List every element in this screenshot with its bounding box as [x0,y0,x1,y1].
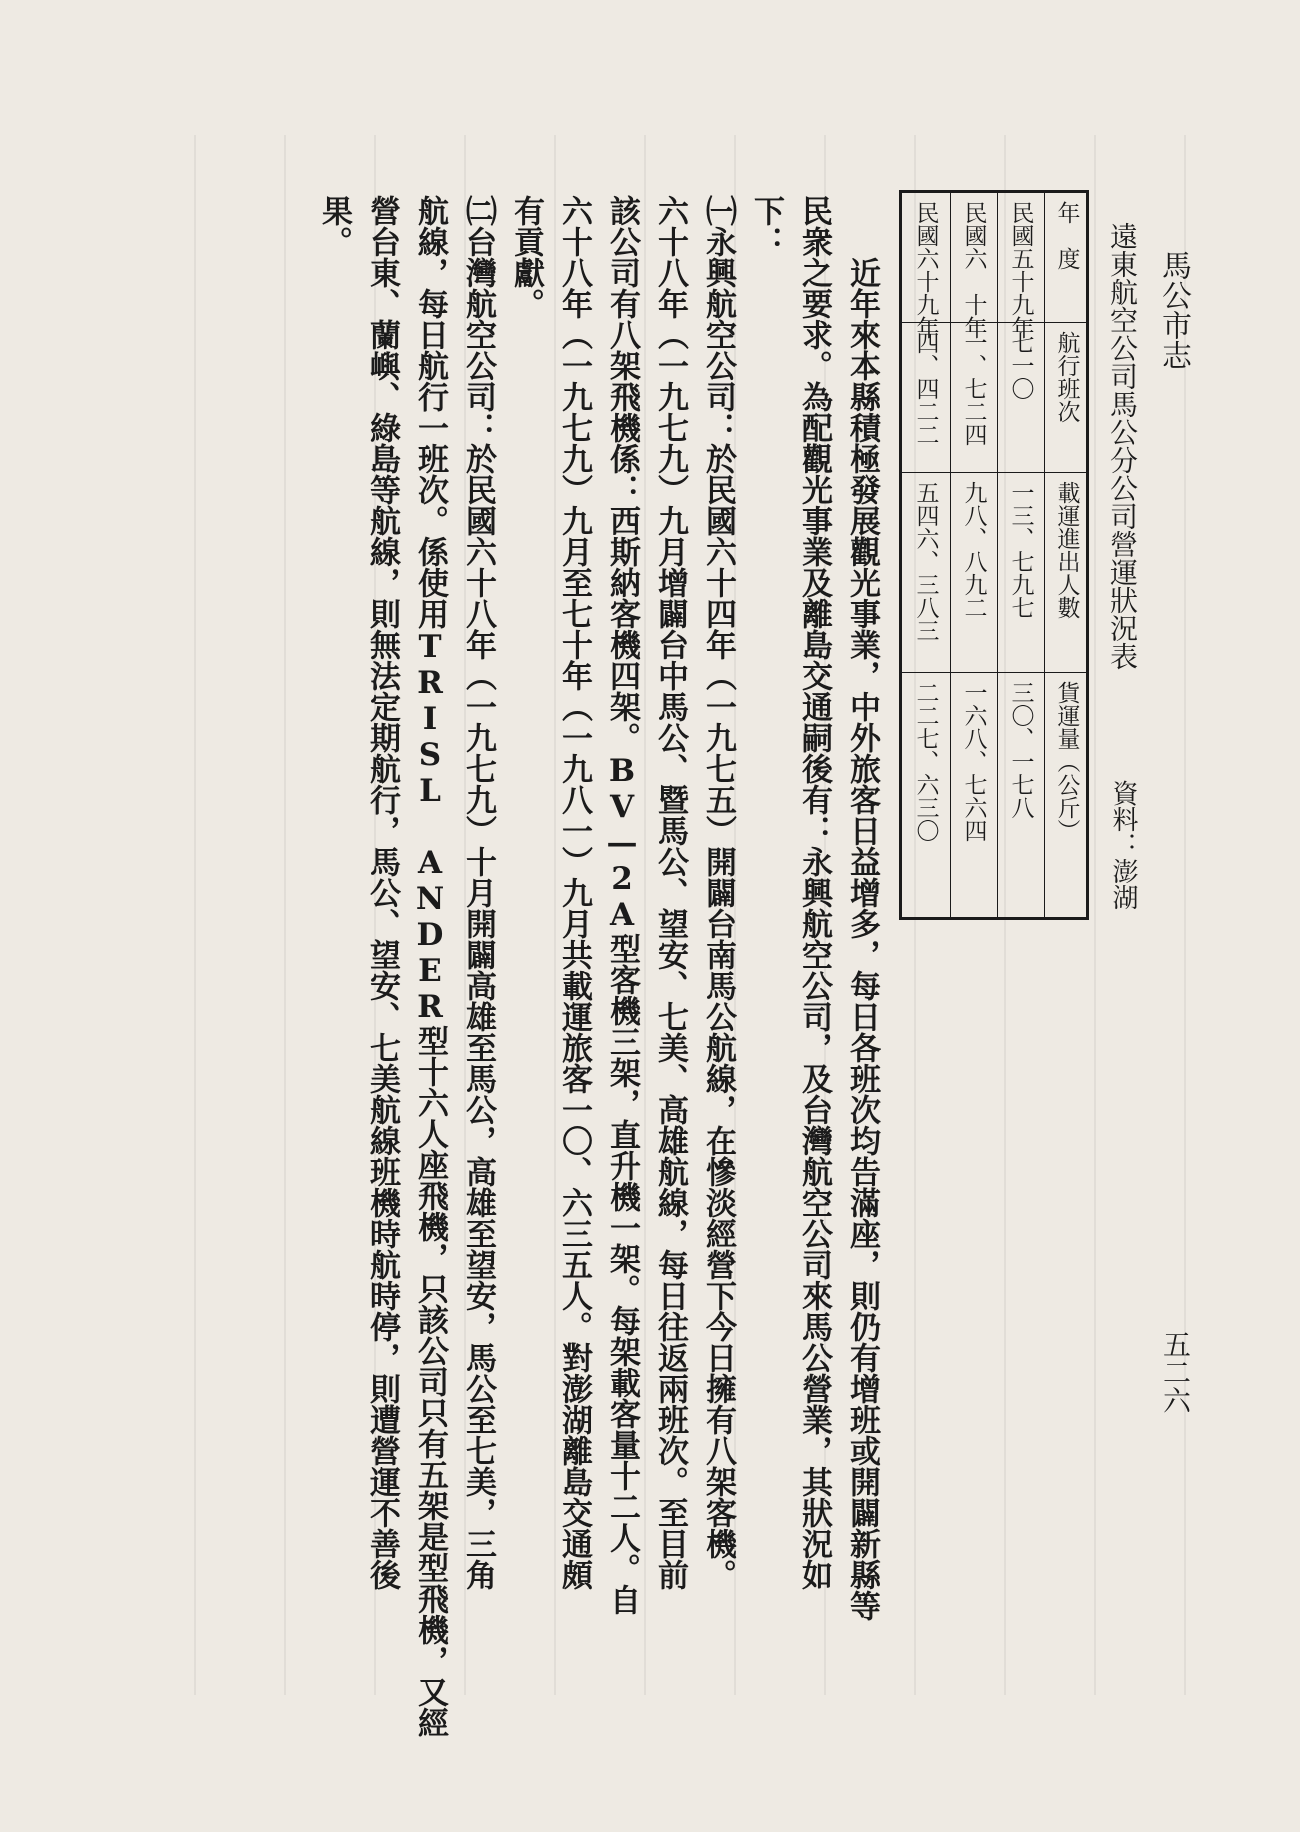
body-line: 果。 [316,195,352,257]
body-line: 航線，每日航行一班次。係使用TRISL ANDER型十六人座飛機，只該公司只有五架是型飛機，又經 [412,195,448,1738]
table-cell: 民國五十九年 [998,193,1044,323]
table-cell: 民國六 十年 [951,193,997,323]
operations-table [899,190,1089,920]
page-number: 五二六 [1159,1330,1192,1414]
body-line: ㈠永興航空公司：於民國六十四年（一九七五）開闢台南馬公航線，在慘淡經營下今日擁有八架客機。 [700,195,736,1590]
body-line: 營台東、蘭嶼、綠島等航線，則無法定期航行，馬公、望安、七美航線班機時航時停，則遭營運不善後 [364,195,400,1590]
body-line: 六十八年（一九七九）九月增闢台中馬公、暨馬公、望安、七美、高雄航線，每日往返兩班次。至目前 [652,195,688,1590]
table-row [902,193,950,917]
table-cell: 七一〇 [998,323,1044,473]
body-line: 有貢獻。 [508,195,544,319]
table-header-cell: 載運進出人數 [1045,473,1089,673]
table-row [997,193,1044,917]
body-line: 下： [748,195,784,257]
table-cell: 二二七、六三〇 [912,681,939,842]
table-cell: 四、四二二 [902,323,950,473]
table-cell: 一六八、七六四 [960,681,987,842]
table-title: 遠東航空公司馬公分公司營運狀況表 [1106,222,1139,670]
body-line: 六十八年（一九七九）九月至七十年（一九八一）九月共載運旅客一〇、六三五人。對澎湖離島交通頗 [556,195,592,1590]
body-line: 民衆之要求。為配觀光事業及離島交通嗣後有：永興航空公司，及台灣航空公司來馬公營業，其狀況如 [796,195,832,1590]
table-header-cell: 航行班次 [1045,323,1089,473]
table-cell: 三〇、一七八 [1007,681,1034,819]
table-source: 資料：澎湖 [1108,780,1138,910]
body-line: 近年來本縣積極發展觀光事業，中外旅客日益增多，每日各班次均告滿座，則仍有增班或開闢新縣等 [844,195,880,1621]
table-header-row [1044,193,1089,917]
table-header-cell: 年 度 [1045,193,1089,323]
table-cell: 民國六十九年 [902,193,950,323]
table-cell: 一三、七九七 [998,473,1044,673]
table-header-cell: 貨運量（公斤） [1053,681,1080,842]
table-cell: 五四六、三八三 [902,473,950,673]
table-cell: 一、七二四 [951,323,997,473]
table-row [950,193,997,917]
body-line: ㈡台灣航空公司：於民國六十八年（一九七九）十月開闢高雄至馬公，高雄至望安，馬公至七美，三角 [460,195,496,1590]
table-cell: 九八、八九二 [951,473,997,673]
body-line: 該公司有八架飛機係：西斯納客機四架。BV—2A型客機三架，直升機一架。每架載客量十二人。自 [604,195,640,1615]
book-title: 馬公市志 [1156,250,1191,370]
